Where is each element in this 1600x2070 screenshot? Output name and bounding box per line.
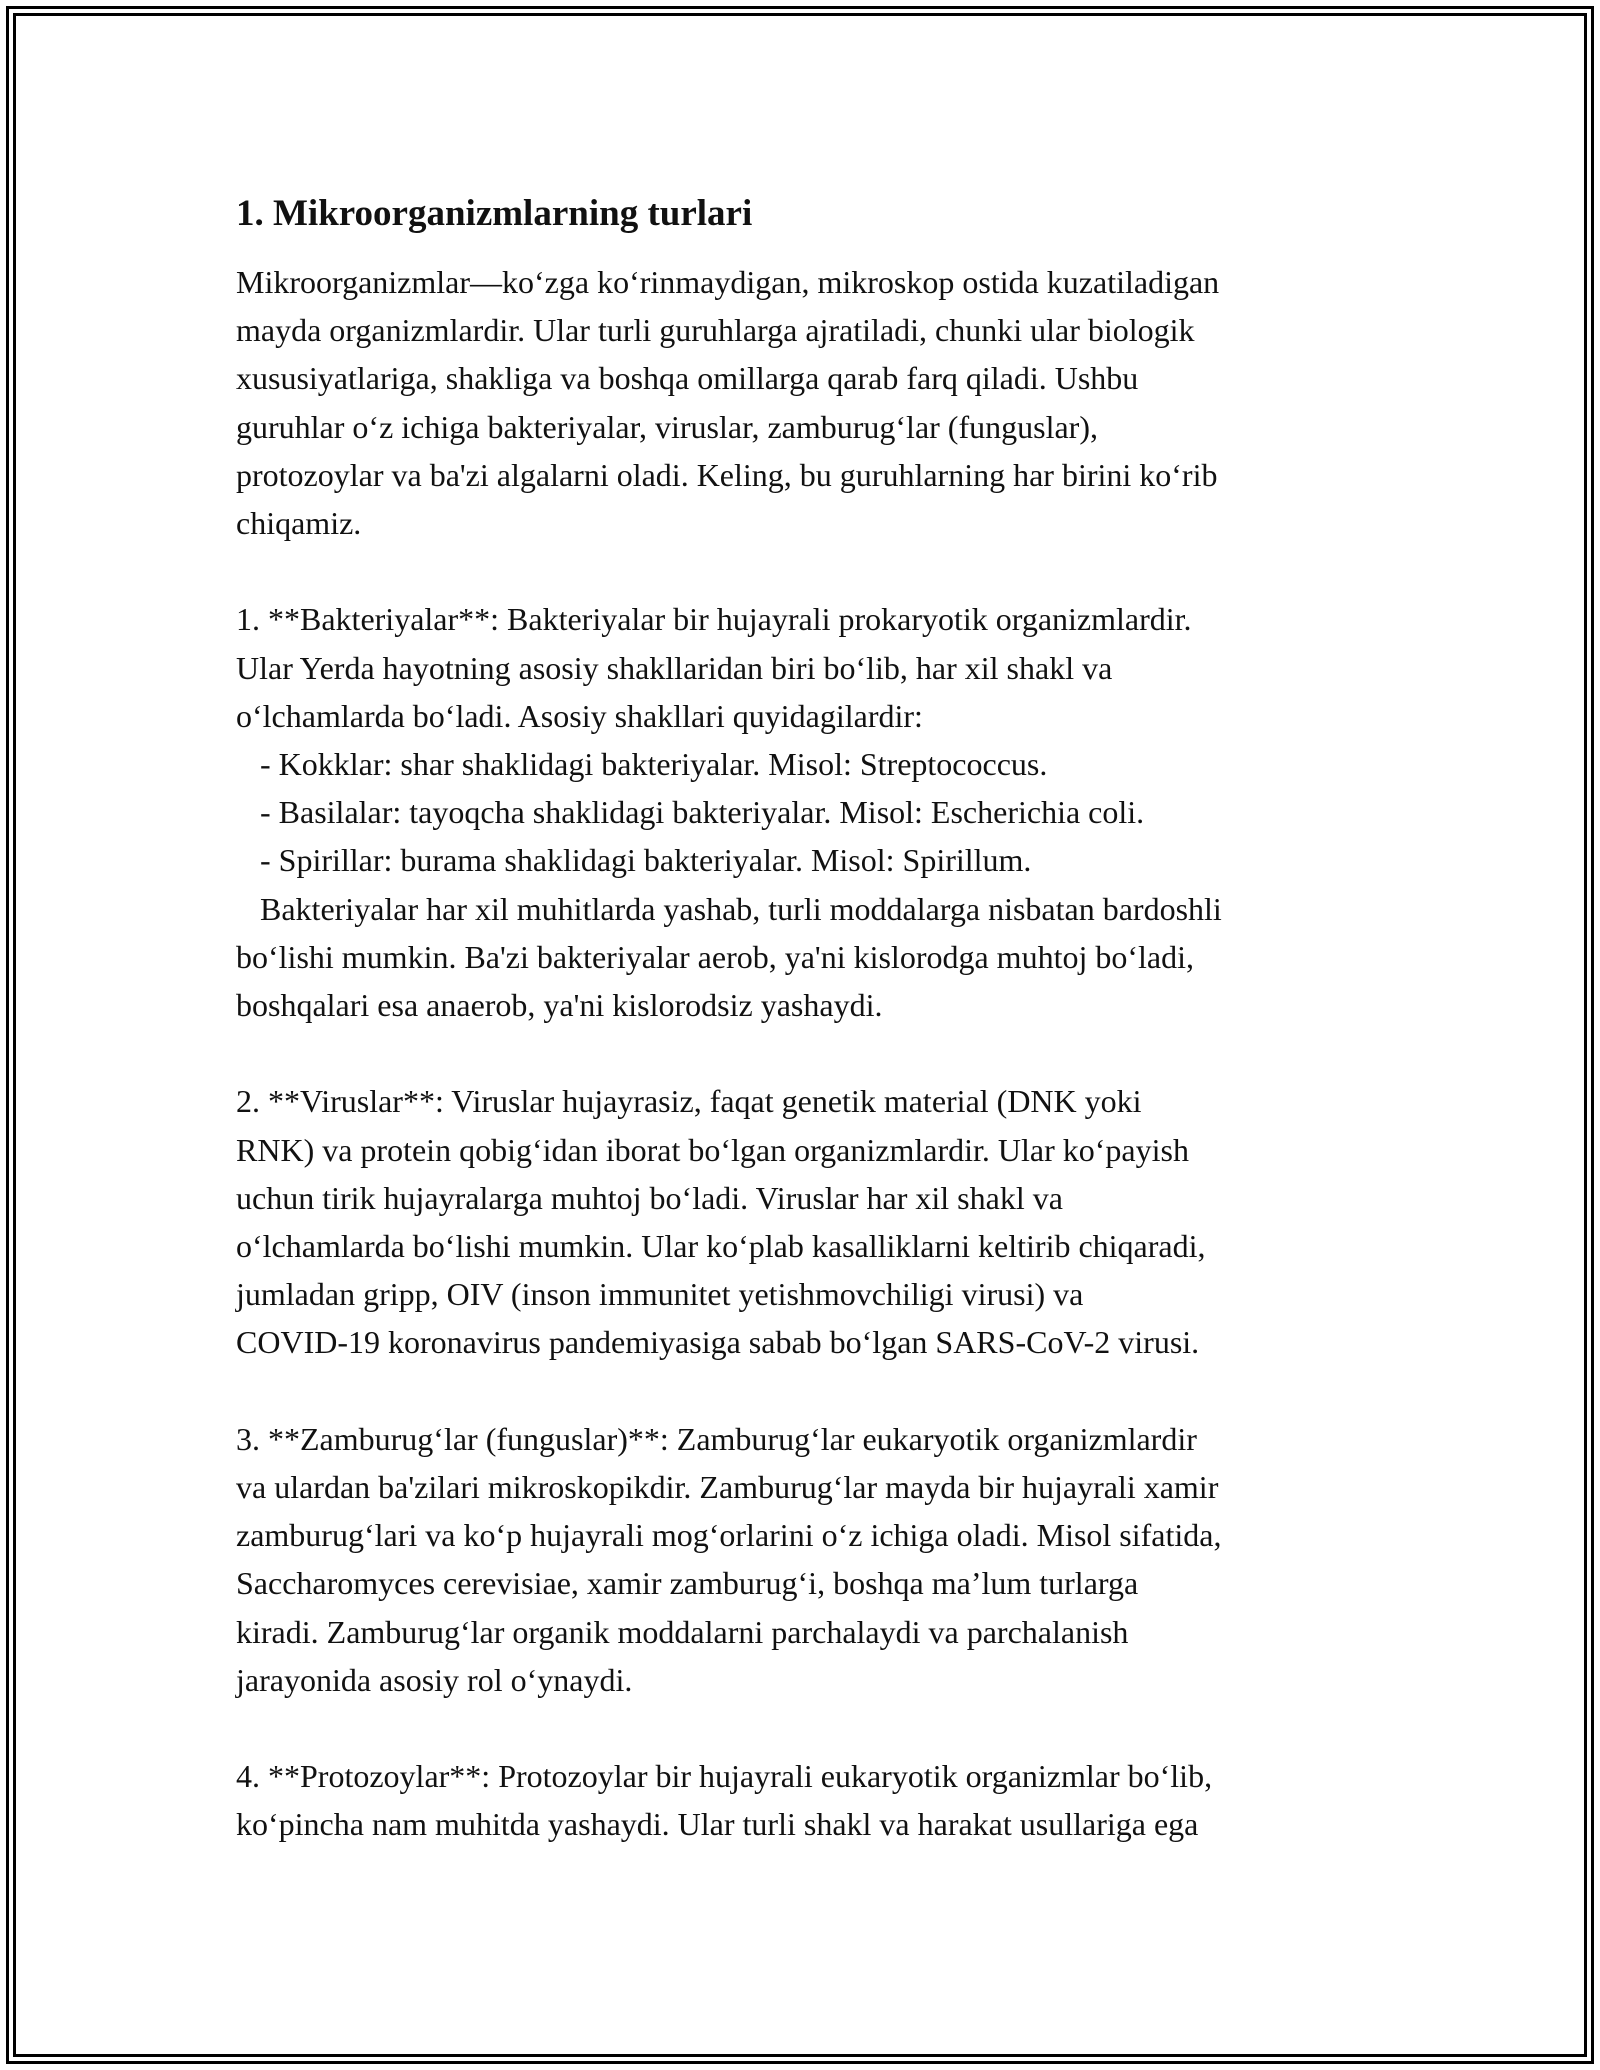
text-line: jumladan gripp, OIV (inson immunitet yetishmovchiligi virusi) va [236,1276,1084,1313]
paragraph-bakteriyalar [236,595,1386,1029]
text-line: Mikroorganizmlar—koʻzga koʻrinmaydigan, mikroskop ostida kuzatiladigan [236,264,1220,300]
text-line: chiqamiz. [236,505,362,542]
text-line: COVID-19 koronavirus pandemiyasiga sabab boʻlgan SARS-CoV-2 virusi. [236,1324,1200,1361]
list-item: - Basilalar: tayoqcha shaklidagi bakteriyalar. Misol: Escherichia coli. [236,794,1145,831]
list-item: - Kokklar: shar shaklidagi bakteriyalar. Misol: Streptococcus. [236,746,1048,783]
text-line: boʻlishi mumkin. Ba'zi bakteriyalar aerob, ya'ni kislorodga muhtoj boʻladi, [236,938,1194,975]
text-line: 4. **Protozoylar**: Protozoylar bir hujayrali eukaryotik organizmlar boʻlib, [236,1758,1213,1795]
text-line: 1. **Bakteriyalar**: Bakteriyalar bir hujayrali prokaryotik organizmlardir. [236,601,1192,638]
text-line: kiradi. Zamburugʻlar organik moddalarni parchalaydi va parchalanish [236,1613,1129,1650]
text-line: Bakteriyalar har xil muhitlarda yashab, turli moddalarga nisbatan bardoshli [236,890,1222,927]
text-line: zamburugʻlari va koʻp hujayrali mogʻorlarini oʻz ichiga oladi. Misol sifatida, [236,1517,1222,1554]
text-line: oʻlchamlarda boʻladi. Asosiy shakllari quyidagilardir: [236,697,923,734]
text-line: uchun tirik hujayralarga muhtoj boʻladi. Viruslar har xil shakl va [236,1179,1063,1216]
paragraph-intro [236,258,1386,547]
text-line: jarayonida asosiy rol oʻynaydi. [236,1661,633,1698]
document-title: 1. Mikroorganizmlarning turlari [236,193,753,234]
text-line: mayda organizmlardir. Ular turli guruhlarga ajratiladi, chunki ular biologik [236,312,1195,349]
text-line: xususiyatlariga, shakliga va boshqa omillarga qarab farq qiladi. Ushbu [236,360,1139,397]
text-line: Saccharomyces cerevisiae, xamir zamburugʻi, boshqa maʼlum turlarga [236,1565,1139,1602]
text-line: 3. **Zamburugʻlar (funguslar)**: Zamburugʻlar eukaryotik organizmlardir [236,1420,1197,1457]
text-line: koʻpincha nam muhitda yashaydi. Ular turli shakl va harakat usullariga ega [236,1806,1199,1843]
text-line: oʻlchamlarda boʻlishi mumkin. Ular koʻplab kasalliklarni keltirib chiqaradi, [236,1228,1206,1265]
list-item: - Spirillar: burama shaklidagi bakteriyalar. Misol: Spirillum. [236,842,1032,879]
paragraph-zamburuglar [236,1415,1386,1704]
text-line: RNK) va protein qobigʻidan iborat boʻlgan organizmlardir. Ular koʻpayish [236,1131,1189,1168]
text-line: guruhlar oʻz ichiga bakteriyalar, viruslar, zamburugʻlar (funguslar), [236,408,1098,445]
text-line: boshqalari esa anaerob, ya'ni kislorodsiz yashaydi. [236,987,883,1024]
paragraph-protozoylar [236,1752,1386,1848]
text-line: va ulardan ba'zilari mikroskopikdir. Zamburugʻlar mayda bir hujayrali xamir [236,1469,1219,1506]
text-line: protozoylar va ba'zi algalarni oladi. Keling, bu guruhlarning har birini koʻrib [236,456,1218,493]
text-line: Ular Yerda hayotning asosiy shakllaridan biri boʻlib, har xil shakl va [236,649,1113,686]
document-content [236,188,1386,1849]
document-body [236,258,1386,1849]
paragraph-viruslar [236,1077,1386,1366]
text-line: 2. **Viruslar**: Viruslar hujayrasiz, faqat genetik material (DNK yoki [236,1083,1142,1120]
